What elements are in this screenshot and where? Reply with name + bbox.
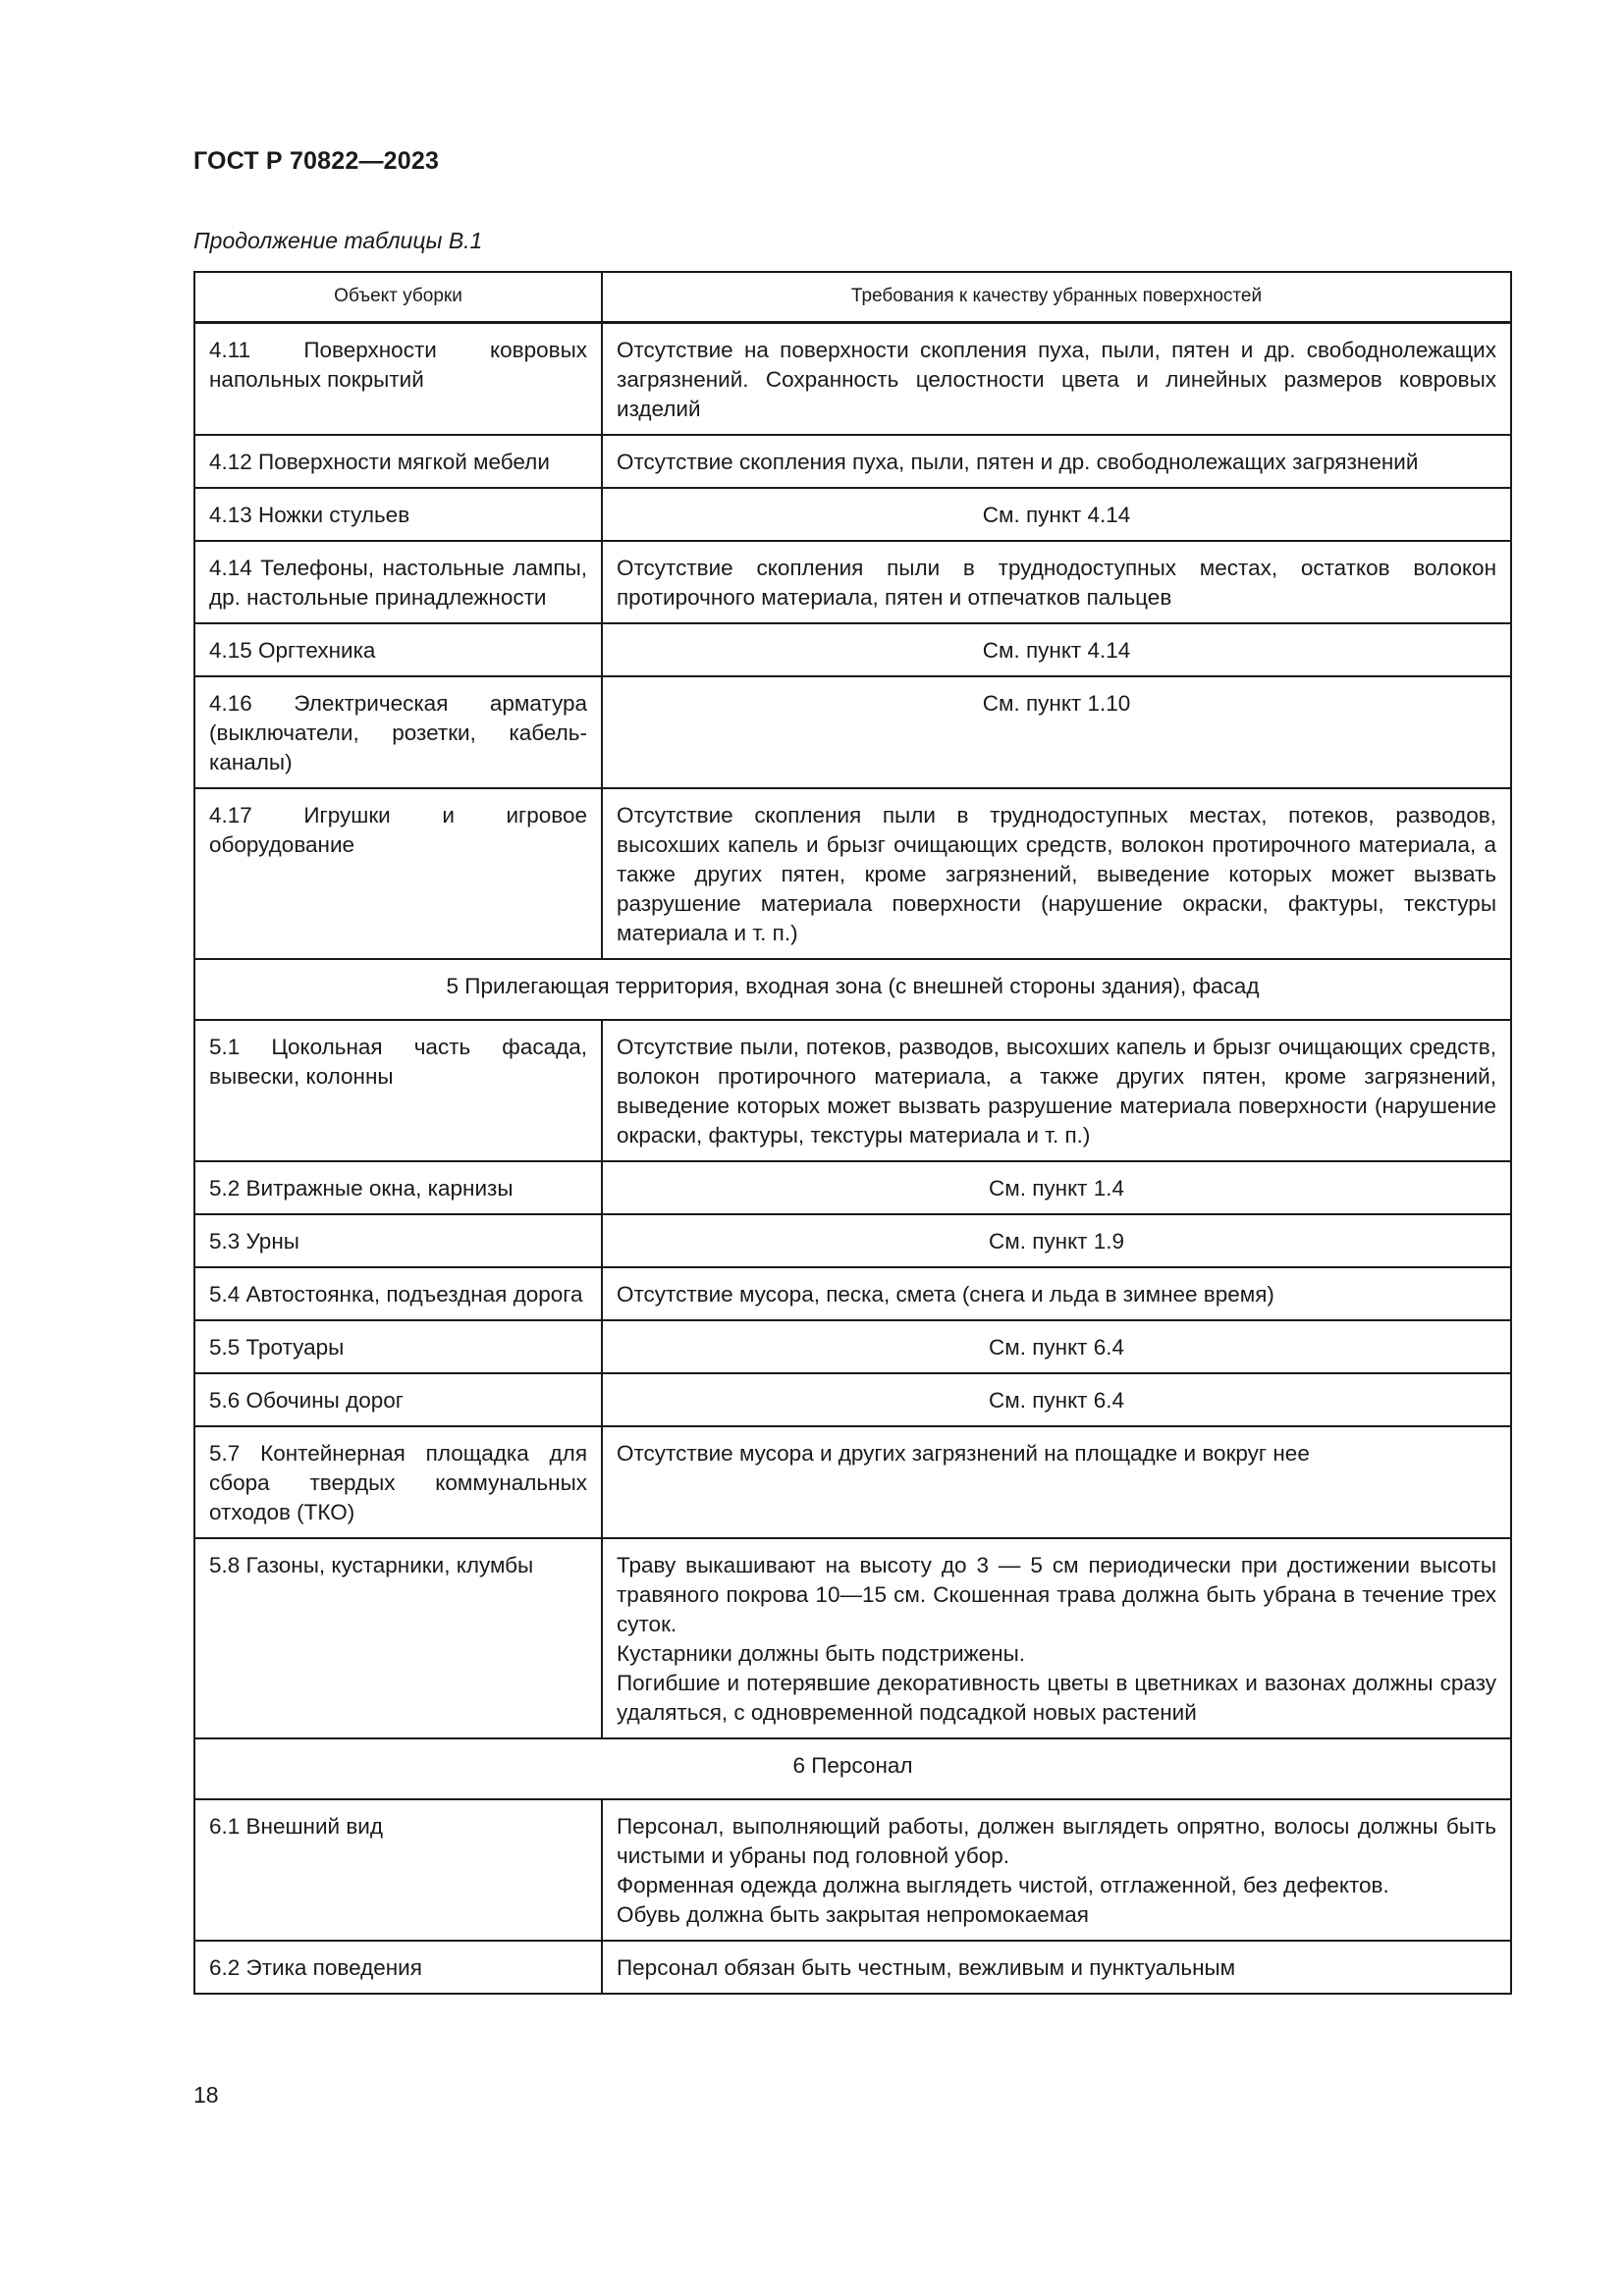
object-cell: 5.2 Витражные окна, карнизы — [194, 1161, 602, 1214]
object-cell: 5.3 Урны — [194, 1214, 602, 1267]
cross-reference-cell: См. пункт 1.10 — [602, 676, 1511, 788]
object-cell: 4.16 Электрическая арматура (выключатели, розетки, кабель-каналы) — [194, 676, 602, 788]
object-cell: 5.4 Автостоянка, подъездная дорога — [194, 1267, 602, 1320]
cross-reference-cell: См. пункт 1.4 — [602, 1161, 1511, 1214]
object-cell: 6.1 Внешний вид — [194, 1799, 602, 1941]
section-heading: 6 Персонал — [194, 1738, 1511, 1799]
requirement-line: Кустарники должны быть подстрижены. — [617, 1641, 1025, 1666]
section-row — [194, 1738, 1511, 1799]
cross-reference-cell: См. пункт 6.4 — [602, 1320, 1511, 1373]
table-row — [194, 323, 1511, 436]
object-cell: 5.5 Тротуары — [194, 1320, 602, 1373]
requirements-table — [193, 271, 1512, 1995]
table-row — [194, 1267, 1511, 1320]
table-row — [194, 1373, 1511, 1426]
table-row — [194, 435, 1511, 488]
object-cell: 4.14 Телефоны, настольные лампы, др. настольные принадлежности — [194, 541, 602, 623]
requirement-cell: Отсутствие пыли, потеков, разводов, высохших капель и брызг очищающих средств, волокон протирочного материала, а также других пятен, кроме загрязнений, выведение которых может вызвать разрушение материала поверхности (нарушение окраски, фактуры, текстуры материала и т. п.) — [602, 1020, 1511, 1161]
requirement-cell — [602, 1538, 1511, 1738]
requirement-line: Обувь должна быть закрытая непромокаемая — [617, 1902, 1089, 1927]
table-header-row — [194, 272, 1511, 323]
table-row — [194, 1941, 1511, 1994]
object-cell: 5.6 Обочины дорог — [194, 1373, 602, 1426]
table-continuation-caption: Продолжение таблицы В.1 — [193, 228, 483, 253]
table-row — [194, 623, 1511, 676]
table-row — [194, 1020, 1511, 1161]
table-row — [194, 676, 1511, 788]
table-row — [194, 1426, 1511, 1538]
object-cell: 5.8 Газоны, кустарники, клумбы — [194, 1538, 602, 1738]
section-heading: 5 Прилегающая территория, входная зона (с внешней стороны здания), фасад — [194, 959, 1511, 1020]
object-cell: 4.15 Оргтехника — [194, 623, 602, 676]
table-row — [194, 1320, 1511, 1373]
table-row — [194, 488, 1511, 541]
requirement-line: Форменная одежда должна выглядеть чистой, отглаженной, без дефектов. — [617, 1873, 1389, 1897]
requirement-cell: Персонал обязан быть честным, вежливым и пунктуальным — [602, 1941, 1511, 1994]
page-number: 18 — [193, 2082, 219, 2108]
table-row — [194, 1214, 1511, 1267]
column-header-object: Объект уборки — [194, 272, 602, 323]
requirement-line: Персонал, выполняющий работы, должен выглядеть опрятно, волосы должны быть чистыми и убраны под головной убор. — [617, 1814, 1496, 1868]
table-row — [194, 1538, 1511, 1738]
object-cell: 4.12 Поверхности мягкой мебели — [194, 435, 602, 488]
requirement-cell: Отсутствие скопления пыли в труднодоступных местах, потеков, разводов, высохших капель и брызг очищающих средств, волокон протирочного материала, а также других пятен, кроме загрязнений, выведение которых может вызвать разрушение материала поверхности (нарушение окраски, фактуры, текстуры материала и т. п.) — [602, 788, 1511, 959]
requirement-cell: Отсутствие мусора и других загрязнений на площадке и вокруг нее — [602, 1426, 1511, 1538]
requirement-line: Траву выкашивают на высоту до 3 — 5 см периодически при достижении высоты травяного покрова 10—15 см. Скошенная трава должна быть убрана в течение трех суток. — [617, 1553, 1496, 1636]
requirement-cell — [602, 1799, 1511, 1941]
object-cell: 4.13 Ножки стульев — [194, 488, 602, 541]
document-code: ГОСТ Р 70822—2023 — [193, 147, 440, 175]
table-row — [194, 1799, 1511, 1941]
object-cell: 6.2 Этика поведения — [194, 1941, 602, 1994]
object-cell: 4.17 Игрушки и игровое оборудование — [194, 788, 602, 959]
requirement-cell: Отсутствие на поверхности скопления пуха, пыли, пятен и др. свободнолежащих загрязнений. Сохранность целостности цвета и линейных размеров ковровых изделий — [602, 323, 1511, 436]
requirement-cell: Отсутствие скопления пыли в труднодоступных местах, остатков волокон протирочного материала, пятен и отпечатков пальцев — [602, 541, 1511, 623]
requirement-cell: Отсутствие мусора, песка, смета (снега и льда в зимнее время) — [602, 1267, 1511, 1320]
cross-reference-cell: См. пункт 4.14 — [602, 623, 1511, 676]
requirement-cell: Отсутствие скопления пуха, пыли, пятен и др. свободнолежащих загрязнений — [602, 435, 1511, 488]
cross-reference-cell: См. пункт 6.4 — [602, 1373, 1511, 1426]
table-row — [194, 541, 1511, 623]
table-row — [194, 788, 1511, 959]
object-cell: 4.11 Поверхности ковровых напольных покрытий — [194, 323, 602, 436]
section-row — [194, 959, 1511, 1020]
cross-reference-cell: См. пункт 1.9 — [602, 1214, 1511, 1267]
object-cell: 5.7 Контейнерная площадка для сбора твердых коммунальных отходов (ТКО) — [194, 1426, 602, 1538]
requirement-line: Погибшие и потерявшие декоративность цветы в цветниках и вазонах должны сразу удаляться, с одновременной подсадкой новых растений — [617, 1671, 1496, 1725]
table-row — [194, 1161, 1511, 1214]
object-cell: 5.1 Цокольная часть фасада, вывески, колонны — [194, 1020, 602, 1161]
cross-reference-cell: См. пункт 4.14 — [602, 488, 1511, 541]
column-header-requirements: Требования к качеству убранных поверхностей — [602, 272, 1511, 323]
